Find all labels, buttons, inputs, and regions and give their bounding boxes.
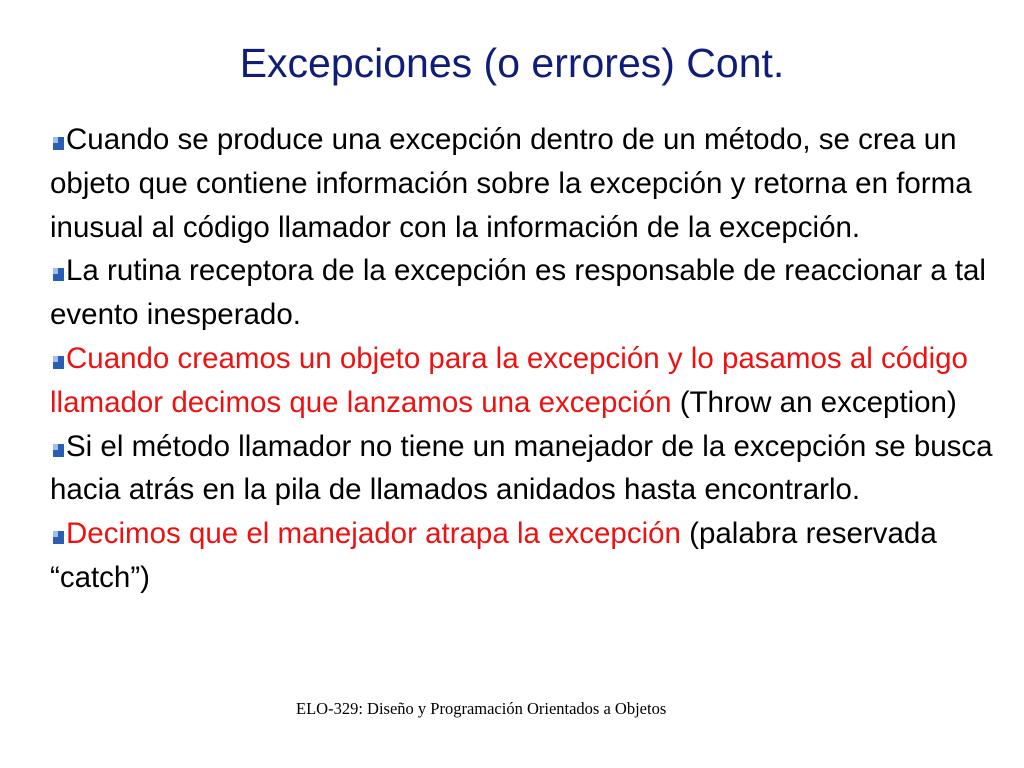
blue-square-bullet-icon — [53, 137, 64, 150]
bullet-text: (palabra reservada “catch”) — [50, 517, 937, 594]
slide-body — [50, 118, 1000, 600]
bullet-text: La rutina receptora de la excepción es responsable de reaccionar a tal evento inesperado. — [50, 254, 986, 332]
bullet-highlight-text: Cuando creamos un objeto para la excepción y lo pasamos al código llamador decimos que lanzamos una excepción — [50, 341, 968, 419]
blue-square-bullet-icon — [53, 268, 64, 281]
bullet-paragraph-4 — [50, 425, 1000, 513]
bullet-paragraph-3 — [50, 337, 1000, 425]
slide-title: Excepciones (o errores) Cont. — [239, 40, 785, 86]
bullet-highlight-text: Decimos que el manejador atrapa la excepción — [66, 517, 681, 551]
bullet-paragraph-2 — [50, 249, 1000, 337]
blue-square-bullet-icon — [53, 444, 64, 457]
bullet-paragraph-5 — [50, 512, 1000, 600]
blue-square-bullet-icon — [53, 531, 64, 544]
slide-footer: ELO-329: Diseño y Programación Orientados a Objetos — [296, 699, 667, 718]
bullet-paragraph-1 — [50, 118, 1000, 249]
bullet-text: (Throw an exception) — [671, 385, 957, 419]
bullet-text: Cuando se produce una excepción dentro de un método, se crea un objeto que contiene información sobre la excepción y retorna en forma inusual al código llamador con la información de la excepción. — [50, 123, 972, 244]
bullet-text: Si el método llamador no tiene un manejador de la excepción se busca hacia atrás en la pila de llamados anidados hasta encontrarlo. — [50, 429, 993, 507]
blue-square-bullet-icon — [53, 356, 64, 369]
